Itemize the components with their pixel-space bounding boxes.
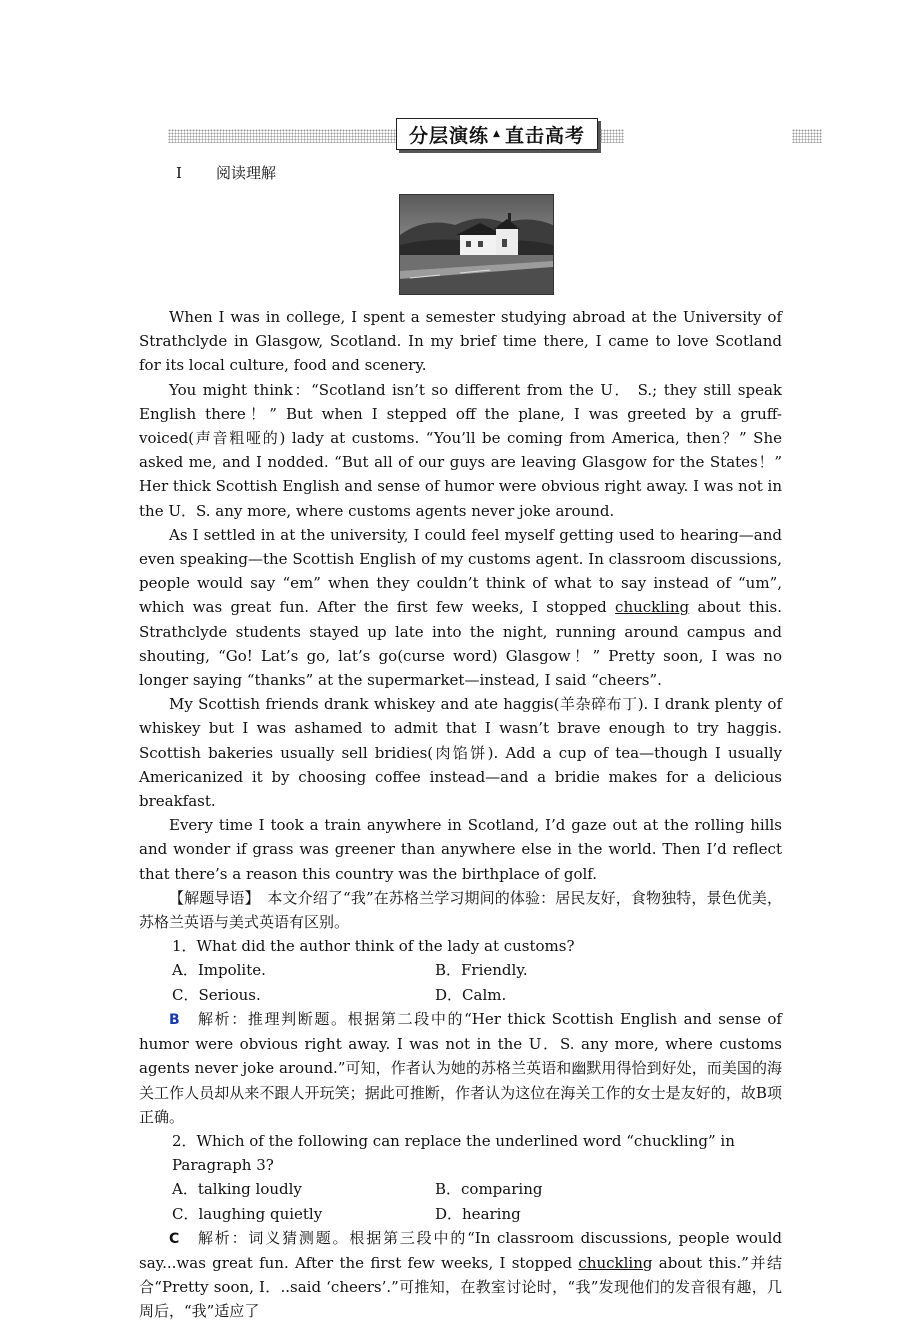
banner-dots-right <box>600 129 624 143</box>
question-1: 1．What did the author think of the lady at customs? <box>172 937 575 956</box>
question-2-options-row-2 <box>139 1202 782 1226</box>
cottage-illustration <box>400 195 553 294</box>
banner-left-text: 分层演练 <box>409 124 490 147</box>
q2-option-d: D．hearing <box>435 1204 521 1223</box>
q1-analysis-text: 解析：推理判断题。根据第二段中的“Her thick Scottish English and sense of humor were obvious right away. I was not in the U．S. any more, where customs agents never joke around.”可知，作者认为她的苏格兰英语和幽默用得恰到好处，而美国的海关工作人员却从来不跟人开玩笑；据此可推断，作者认为这位在海关工作的女士是友好的，故B项正确。 <box>139 1009 782 1126</box>
paragraph-3-part-1: As I settled in at the university, I could feel myself getting used to hearing—and even speaking—the Scottish English of my customs agent. In classroom discussions, people would say “em” when they couldn’t think of what to say instead of “um”, which was great fun. After the first few weeks, I stopped <box>139 525 782 617</box>
passage-paragraph-3 <box>139 523 782 692</box>
question-2-options-row-1 <box>139 1177 782 1201</box>
q2-option-a: A．talking loudly <box>172 1180 302 1199</box>
triangle-icon: ▲ <box>493 129 501 139</box>
section-banner <box>168 118 824 154</box>
paragraph-3-part-2: about this. Strathclyde students stayed up late into the night, running around campus and shouting, “Go! Lat’s go, lat’s go(curse word) Glasgow！” Pretty soon, I was no longer saying “thanks” at the supermarket—instead, I said “cheers”. <box>139 598 782 690</box>
question-2: 2．Which of the following can replace the underlined word “chuckling” in Paragraph 3? <box>172 1131 735 1175</box>
q2-answer: C <box>169 1230 180 1247</box>
q2-analysis <box>139 1226 782 1324</box>
q1-option-d: D．Calm. <box>435 985 507 1004</box>
q2-option-b: B．comparing <box>435 1180 543 1199</box>
scotland-cottage-photo <box>399 194 554 295</box>
q1-option-b: B．Friendly. <box>435 961 528 980</box>
q2-underlined-word: chuckling <box>578 1253 653 1272</box>
q2-analysis-text-2: about this.”并结合“Pretty soon, I．..said ‘cheers’.”可推知，在教室讨论时，“我”发现他们的发音很有趣，几周后，“我”适应了 <box>139 1253 782 1321</box>
underlined-word: chuckling <box>615 598 690 617</box>
q2-analysis-text-1: 解析：词义猜测题。根据第三段中的“In classroom discussions, people would say...was great fun. After the first few weeks, I stopped <box>139 1228 782 1272</box>
q2-option-c: C．laughing quietly <box>172 1204 323 1223</box>
guide-text: 本文介绍了“我”在苏格兰学习期间的体验：居民友好，食物独特，景色优美，苏格兰英语与美式英语有区别。 <box>139 888 782 932</box>
passage-paragraph-1: When I was in college, I spent a semester studying abroad at the University of Strathclyde in Glasgow, Scotland. In my brief time there, I came to love Scotland for its local culture, food and scenery. <box>139 308 782 375</box>
q1-answer: B <box>169 1011 180 1028</box>
guide-label: 【解题导语】 <box>169 888 253 907</box>
section-title: 阅读理解 <box>216 164 277 182</box>
guide-note <box>139 886 782 934</box>
banner-box <box>396 118 598 150</box>
question-1-options-row-2 <box>139 983 782 1007</box>
q1-analysis <box>139 1007 782 1129</box>
passage-paragraph-4: My Scottish friends drank whiskey and ate haggis(羊杂碎布丁). I drank plenty of whiskey but I was ashamed to admit that I wasn’t brave enough to try haggis. Scottish bakeries usually sell bridies(肉馅饼). Add a cup of tea—though I usually Americanized it by choosing coffee instead—and a bridie makes for a delicious breakfast. <box>139 695 782 811</box>
passage-paragraph-2: You might think：“Scotland isn’t so different from the U． S.; they still speak English there！” But when I stepped off the plane, I was greeted by a gruff-voiced(声音粗哑的) lady at customs. “You’ll be coming from America, then？” She asked me, and I nodded. “But all of our guys are leaving Glasgow for the States！” Her thick Scottish English and sense of humor were obvious right away. I was not in the U．S. any more, where customs agents never joke around. <box>139 380 782 520</box>
reading-passage <box>139 305 782 1324</box>
banner-right-text: 直击高考 <box>504 124 585 147</box>
q1-option-c: C．Serious. <box>172 985 261 1004</box>
passage-paragraph-5: Every time I took a train anywhere in Scotland, I’d gaze out at the rolling hills and wonder if grass was greener than anywhere else in the world. Then I’d reflect that there’s a reason this country was the birthplace of golf. <box>139 816 782 883</box>
banner-dots-left <box>168 129 396 143</box>
question-1-options-row-1 <box>139 958 782 982</box>
banner-dots-far-right <box>792 129 822 143</box>
section-heading <box>176 162 276 183</box>
section-number: Ⅰ <box>176 164 182 182</box>
q1-option-a: A．Impolite. <box>172 961 266 980</box>
